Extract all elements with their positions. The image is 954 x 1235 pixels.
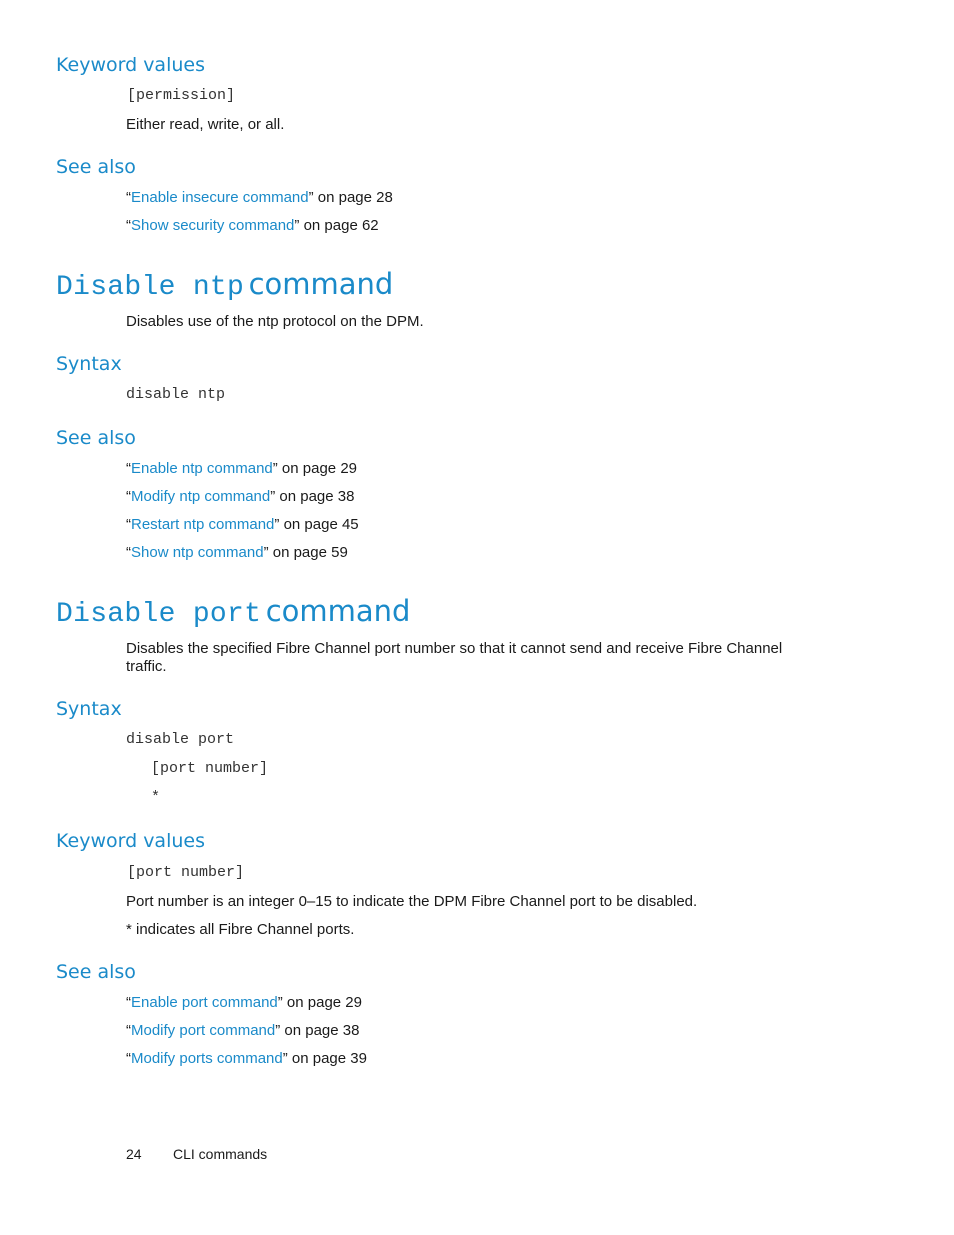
keyword-description: * indicates all Fibre Channel ports. [126, 921, 355, 938]
disable-port-description-line1: Disables the specified Fibre Channel port number so that it cannot send and receive Fibre Channel [126, 640, 783, 657]
see-also-item: “Modify port command” on page 38 [126, 1022, 360, 1039]
syntax-heading: Syntax [56, 353, 122, 375]
see-also-item: “Show security command” on page 62 [126, 217, 379, 234]
syntax-code: disable ntp [126, 386, 226, 403]
see-also-item: “Enable port command” on page 29 [126, 994, 362, 1011]
link-enable-insecure-command[interactable]: Enable insecure command [131, 189, 309, 206]
footer-section: CLI commands [173, 1146, 268, 1162]
disable-port-title: Disable port command [56, 594, 411, 630]
see-also-item: “Enable ntp command” on page 29 [126, 460, 358, 477]
see-also-item: “Restart ntp command” on page 45 [126, 516, 359, 533]
keyword-values-heading: Keyword values [56, 830, 205, 852]
see-also-heading: See also [56, 961, 136, 983]
link-enable-port-command[interactable]: Enable port command [131, 994, 278, 1011]
link-modify-ports-command[interactable]: Modify ports command [131, 1050, 283, 1067]
page-number: 24 [126, 1146, 142, 1162]
disable-ntp-description: Disables use of the ntp protocol on the DPM. [126, 313, 424, 330]
link-show-ntp-command[interactable]: Show ntp command [131, 544, 264, 561]
keyword-code: [permission] [127, 87, 236, 104]
see-also-item: “Modify ports command” on page 39 [126, 1050, 367, 1067]
see-also-item: “Enable insecure command” on page 28 [126, 189, 393, 206]
keyword-code: [port number] [127, 864, 245, 881]
syntax-heading: Syntax [56, 698, 122, 720]
link-modify-ntp-command[interactable]: Modify ntp command [131, 488, 271, 505]
syntax-code: disable port [126, 731, 235, 748]
link-modify-port-command[interactable]: Modify port command [131, 1022, 276, 1039]
see-also-item: “Modify ntp command” on page 38 [126, 488, 355, 505]
syntax-argument: * [151, 789, 161, 806]
keyword-values-heading: Keyword values [56, 54, 205, 76]
disable-ntp-title: Disable ntp command [56, 267, 394, 303]
keyword-description: Either read, write, or all. [126, 116, 285, 133]
link-restart-ntp-command[interactable]: Restart ntp command [131, 516, 275, 533]
syntax-argument: [port number] [151, 760, 269, 777]
keyword-description: Port number is an integer 0–15 to indicate the DPM Fibre Channel port to be disabled. [126, 893, 698, 910]
link-show-security-command[interactable]: Show security command [131, 217, 295, 234]
see-also-heading: See also [56, 156, 136, 178]
see-also-heading: See also [56, 427, 136, 449]
link-enable-ntp-command[interactable]: Enable ntp command [131, 460, 273, 477]
see-also-item: “Show ntp command” on page 59 [126, 544, 348, 561]
disable-port-description-line2: traffic. [126, 658, 167, 675]
